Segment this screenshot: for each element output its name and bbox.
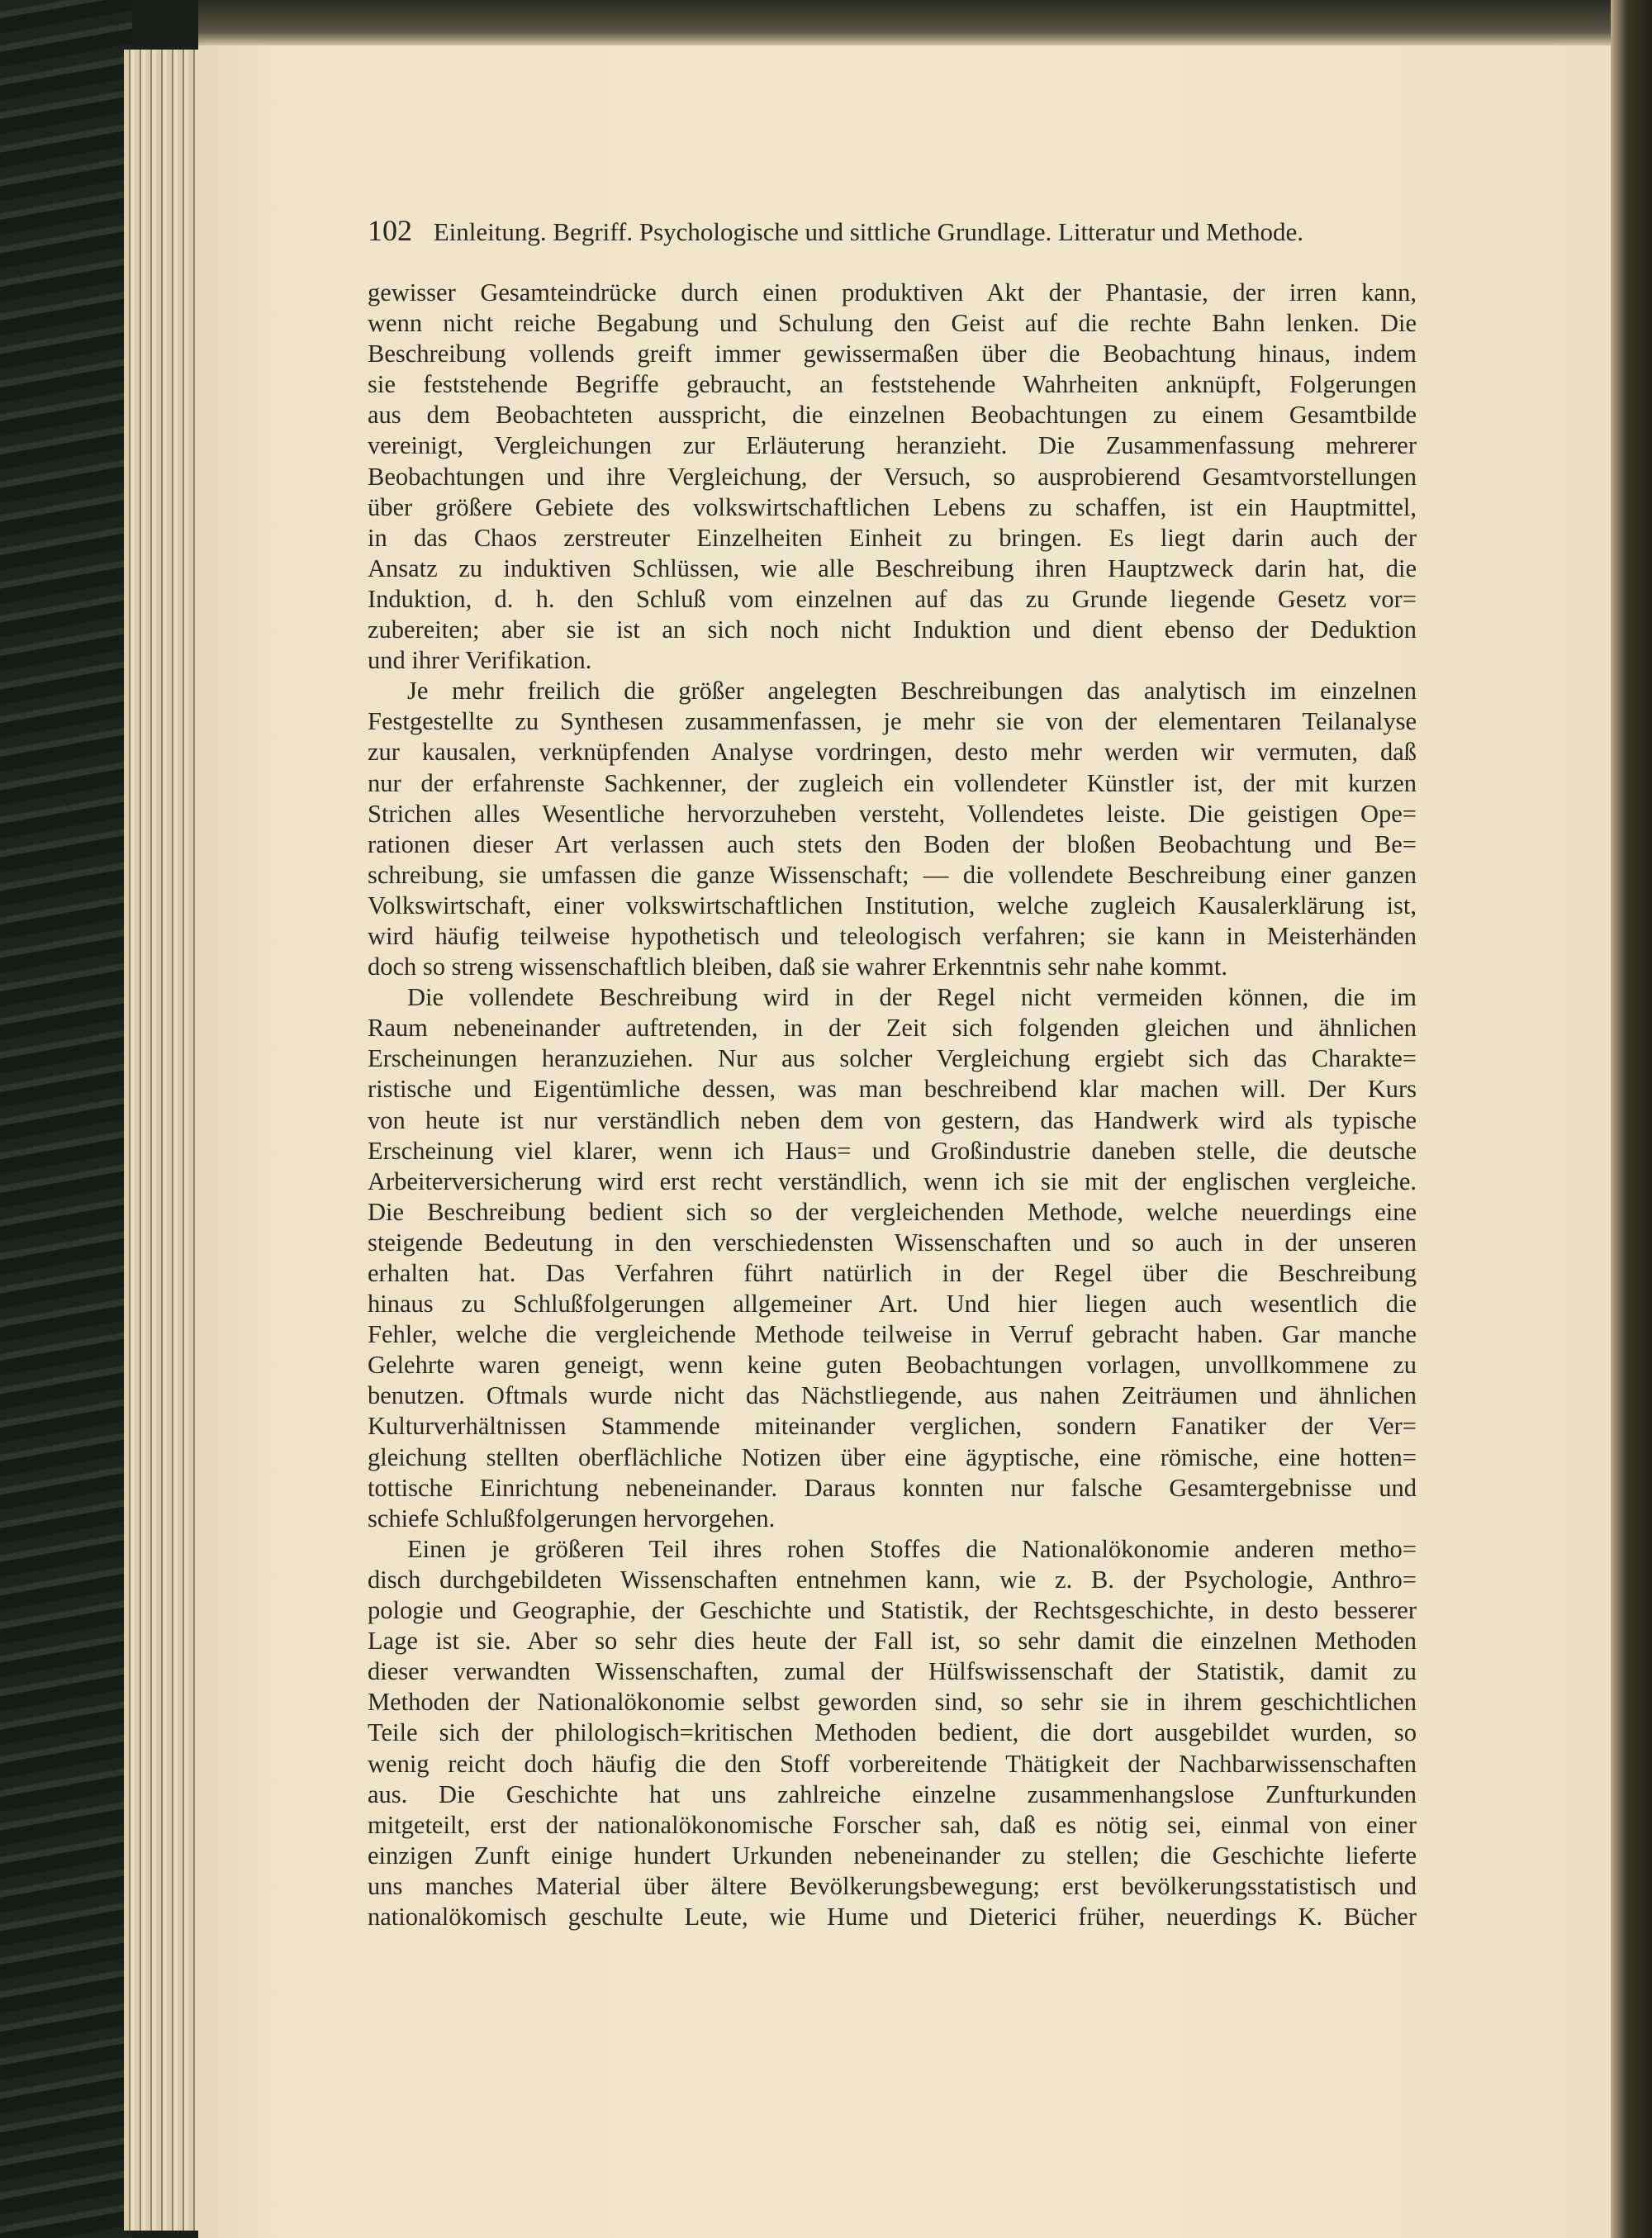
book-cover-edge [0, 0, 132, 2238]
text-line: gleichung stellten oberflächliche Notizen über eine ägyptische, eine römische, eine hotten= [368, 1442, 1417, 1471]
text-line: Gelehrte waren geneigt, wenn keine guten Beobachtungen vorlagen, unvollkommene zu [368, 1351, 1417, 1380]
text-line: ristische und Eigentümliche dessen, was man beschreibend klar machen will. Der Kurs [368, 1075, 1417, 1104]
text-line: mitgeteilt, erst der nationalökonomische Forscher sah, daß es nötig sei, einmal von einer [368, 1810, 1417, 1839]
text-line: aus. Die Geschichte hat uns zahlreiche einzelne zusammenhangslose Zunfturkunden [368, 1779, 1417, 1808]
text-line: zubereiten; aber sie ist an sich noch nicht Induktion und dient ebenso der Deduktion [368, 615, 1417, 644]
text-line: Erscheinungen heranzuziehen. Nur aus solcher Vergleichung ergiebt sich das Charakte= [368, 1044, 1417, 1073]
text-line: dieser verwandten Wissenschaften, zumal der Hülfswissenschaft der Statistik, damit zu [368, 1657, 1417, 1686]
text-line: Erscheinung viel klarer, wenn ich Haus= und Großindustrie daneben stelle, die deutsche [368, 1136, 1417, 1165]
text-line: erhalten hat. Das Verfahren führt natürlich in der Regel über die Beschreibung [368, 1259, 1417, 1287]
running-title: Einleitung. Begriff. Psychologische und sittliche Grundlage. Litteratur und Methode. [433, 217, 1303, 246]
text-line: Ansatz zu induktiven Schlüssen, wie alle Beschreibung ihren Hauptzweck darin hat, die [368, 554, 1417, 582]
text-line: schiefe Schlußfolgerungen hervorgehen. [368, 1504, 776, 1532]
text-line: hinaus zu Schlußfolgerungen allgemeiner Art. Und hier liegen auch wesentlich die [368, 1290, 1417, 1319]
top-shadow [198, 0, 1652, 45]
text-line: Einen je größeren Teil ihres rohen Stoffes die Nationalökonomie anderen metho= [407, 1534, 1417, 1563]
text-line: pologie und Geographie, der Geschichte und Statistik, der Rechtsgeschichte, in desto besserer [368, 1596, 1417, 1625]
text-line: nationalökomisch geschulte Leute, wie Hume und Dieterici früher, neuerdings K. Bücher [368, 1902, 1417, 1931]
text-line: Beobachtungen und ihre Vergleichung, der Versuch, so ausprobierend Gesamtvorstellungen [368, 462, 1417, 491]
paragraph [368, 676, 1417, 982]
text-line: aus dem Beobachteten ausspricht, die einzelnen Beobachtungen zu einem Gesamtbilde [368, 401, 1417, 430]
text-line: Die Beschreibung bedient sich so der vergleichenden Methode, welche neuerdings eine [368, 1197, 1417, 1226]
text-line: doch so streng wissenschaftlich bleiben, daß sie wahrer Erkenntnis sehr nahe kommt. [368, 953, 1227, 981]
text-line: schreibung, sie umfassen die ganze Wissenschaft; — die vollendete Beschreibung einer ganzen [368, 860, 1417, 889]
text-line: Festgestellte zu Synthesen zusammenfassen, je mehr sie von der elementaren Teilanalyse [368, 707, 1417, 736]
text-line: tottische Einrichtung nebeneinander. Daraus konnten nur falsche Gesamtergebnisse und [368, 1473, 1417, 1502]
text-line: Methoden der Nationalökonomie selbst geworden sind, so sehr sie in ihrem geschichtlichen [368, 1688, 1417, 1717]
text-line: zur kausalen, verknüpfenden Analyse vordringen, desto mehr werden wir vermuten, daß [368, 738, 1417, 767]
text-line: benutzen. Oftmals wurde nicht das Nächstliegende, aus nahen Zeiträumen und ähnlichen [368, 1381, 1417, 1410]
text-line: steigende Bedeutung in den verschiedensten Wissenschaften und so auch in der unseren [368, 1228, 1417, 1257]
text-line: wenn nicht reiche Begabung und Schulung den Geist auf die rechte Bahn lenken. Die [368, 309, 1417, 338]
text-line: einzigen Zunft einige hundert Urkunden nebeneinander zu stellen; die Geschichte lieferte [368, 1841, 1417, 1870]
text-line: sie feststehende Begriffe gebraucht, an feststehende Wahrheiten anknüpft, Folgerungen [368, 370, 1417, 399]
text-line: Kulturverhältnissen Stammende miteinander verglichen, sondern Fanatiker der Ver= [368, 1412, 1417, 1441]
text-line: Die vollendete Beschreibung wird in der Regel nicht vermeiden können, die im [407, 983, 1417, 1012]
text-line: Raum nebeneinander auftretenden, in der Zeit sich folgenden gleichen und ähnlichen [368, 1014, 1417, 1043]
text-line: und ihrer Verifikation. [368, 646, 592, 675]
text-line: Strichen alles Wesentliche hervorzuheben versteht, Vollendetes leiste. Die geistigen Ope= [368, 799, 1417, 828]
text-line: Induktion, d. h. den Schluß vom einzelnen auf das zu Grunde liegende Gesetz vor= [368, 584, 1417, 613]
text-line: über größere Gebiete des volkswirtschaftlichen Lebens zu schaffen, ist ein Hauptmittel, [368, 492, 1417, 521]
text-line: Beschreibung vollends greift immer gewissermaßen über die Beobachtung hinaus, indem [368, 340, 1417, 368]
running-header [368, 213, 1400, 248]
text-line: Volkswirtschaft, einer volkswirtschaftlichen Institution, welche zugleich Kausalerklärung ist, [368, 891, 1417, 919]
facing-page-edge [1611, 0, 1652, 2238]
text-line: in das Chaos zerstreuter Einzelheiten Einheit zu bringen. Es liegt darin auch der [368, 523, 1417, 552]
text-line: rationen dieser Art verlassen auch stets den Boden der bloßen Beobachtung und Be= [368, 829, 1417, 858]
text-line: Lage ist sie. Aber so sehr dies heute der Fall ist, so sehr damit die einzelnen Methoden [368, 1627, 1417, 1656]
text-line: von heute ist nur verständlich neben dem von gestern, das Handwerk wird als typische [368, 1105, 1417, 1134]
text-line: disch durchgebildeten Wissenschaften entnehmen kann, wie z. B. der Psychologie, Anthro= [368, 1565, 1417, 1594]
text-line: Je mehr freilich die größer angelegten Beschreibungen das analytisch im einzelnen [407, 677, 1417, 706]
page-edges [124, 50, 206, 2231]
text-line: Fehler, welche die vergleichende Methode teilweise in Verruf gebracht haben. Gar manche [368, 1320, 1417, 1349]
text-line: wenig reicht doch häufig die den Stoff vorbereitende Thätigkeit der Nachbarwissenschaften [368, 1749, 1417, 1778]
body-text [368, 278, 1417, 1932]
text-line: gewisser Gesamteindrücke durch einen produktiven Akt der Phantasie, der irren kann, [368, 278, 1417, 306]
paragraph [368, 278, 1417, 676]
text-line: nur der erfahrenste Sachkenner, der zugleich ein vollendeter Künstler ist, der mit kurzen [368, 768, 1417, 797]
paragraph [368, 982, 1417, 1534]
text-line: Arbeiterversicherung wird erst recht verständlich, wenn ich sie mit der englischen vergleiche. [368, 1167, 1417, 1195]
text-line: wird häufig teilweise hypothetisch und teleologisch verfahren; sie kann in Meisterhänden [368, 921, 1417, 950]
text-line: Teile sich der philologisch=kritischen Methoden bedient, die dort ausgebildet wurden, so [368, 1718, 1417, 1747]
text-line: uns manches Material über ältere Bevölkerungsbewegung; erst bevölkerungsstatistisch und [368, 1871, 1417, 1900]
text-line: vereinigt, Vergleichungen zur Erläuterung heranzieht. Die Zusammenfassung mehrerer [368, 431, 1417, 460]
page-number: 102 [368, 214, 412, 247]
paragraph [368, 1534, 1417, 1932]
